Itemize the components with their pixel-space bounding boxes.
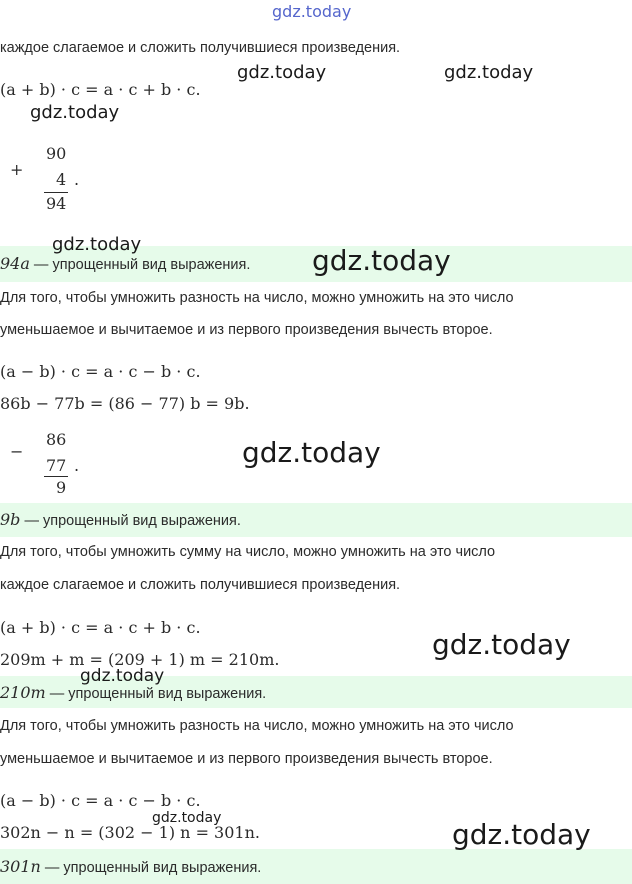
result-math: 210m — [0, 683, 46, 702]
calculation: 209m + m = (209 + 1) m = 210m. — [0, 650, 280, 669]
watermark: gdz.today — [152, 810, 222, 826]
formula: (a − b) · c = a · c − b · c. — [0, 362, 201, 381]
calculation: 302n − n = (302 − 1) n = 301n. — [0, 823, 260, 842]
simplified-result — [0, 683, 266, 702]
result-text: — упрощенный вид выражения. — [45, 686, 267, 702]
rule-text-line1: Для того, чтобы умножить разность на число, можно умножить на это число — [0, 718, 514, 734]
watermark: gdz.today — [237, 62, 327, 83]
watermark: gdz.today — [444, 62, 534, 83]
column-sign: + — [10, 160, 24, 179]
formula: (a + b) · c = a · c + b · c. — [0, 80, 201, 99]
column-result: 9 — [56, 478, 67, 497]
watermark: gdz.today — [242, 436, 381, 469]
result-math: 94a — [0, 254, 30, 273]
simplified-result — [0, 510, 241, 529]
column-dot: . — [74, 170, 80, 189]
column-top-number: 86 — [46, 430, 67, 449]
watermark: gdz.today — [52, 234, 142, 255]
column-bar — [44, 192, 68, 193]
calculation: 86b − 77b = (86 − 77) b = 9b. — [0, 394, 250, 413]
column-result: 94 — [46, 194, 67, 213]
rule-text-line2: каждое слагаемое и сложить получившиеся произведения. — [0, 577, 401, 593]
result-text: — упрощенный вид выражения. — [40, 860, 262, 876]
watermark: gdz.today — [452, 818, 591, 851]
watermark: gdz.today — [30, 102, 120, 123]
column-mid-number: 77 — [46, 456, 67, 475]
rule-text-line1: Для того, чтобы умножить сумму на число, можно умножить на это число — [0, 544, 496, 560]
watermark: gdz.today — [272, 2, 352, 21]
watermark: gdz.today — [432, 628, 571, 661]
formula: (a − b) · c = a · c − b · c. — [0, 791, 201, 810]
result-text: — упрощенный вид выражения. — [20, 513, 241, 529]
watermark: gdz.today — [312, 244, 451, 277]
watermark: gdz.today — [80, 666, 165, 686]
result-math: 301n — [0, 857, 41, 876]
result-math: 9b — [0, 510, 21, 529]
column-dot: . — [74, 456, 80, 475]
simplified-result — [0, 857, 261, 876]
column-sign: − — [10, 442, 24, 461]
rule-text-line2: уменьшаемое и вычитаемое и из первого произведения вычесть второе. — [0, 322, 493, 338]
column-mid-number: 4 — [56, 170, 67, 189]
formula: (a + b) · c = a · c + b · c. — [0, 618, 201, 637]
result-text: — упрощенный вид выражения. — [29, 257, 251, 273]
column-top-number: 90 — [46, 144, 67, 163]
rule-text: каждое слагаемое и сложить получившиеся произведения. — [0, 40, 401, 56]
column-bar — [44, 476, 68, 477]
simplified-result — [0, 254, 250, 273]
rule-text-line1: Для того, чтобы умножить разность на число, можно умножить на это число — [0, 290, 514, 306]
rule-text-line2: уменьшаемое и вычитаемое и из первого произведения вычесть второе. — [0, 751, 493, 767]
